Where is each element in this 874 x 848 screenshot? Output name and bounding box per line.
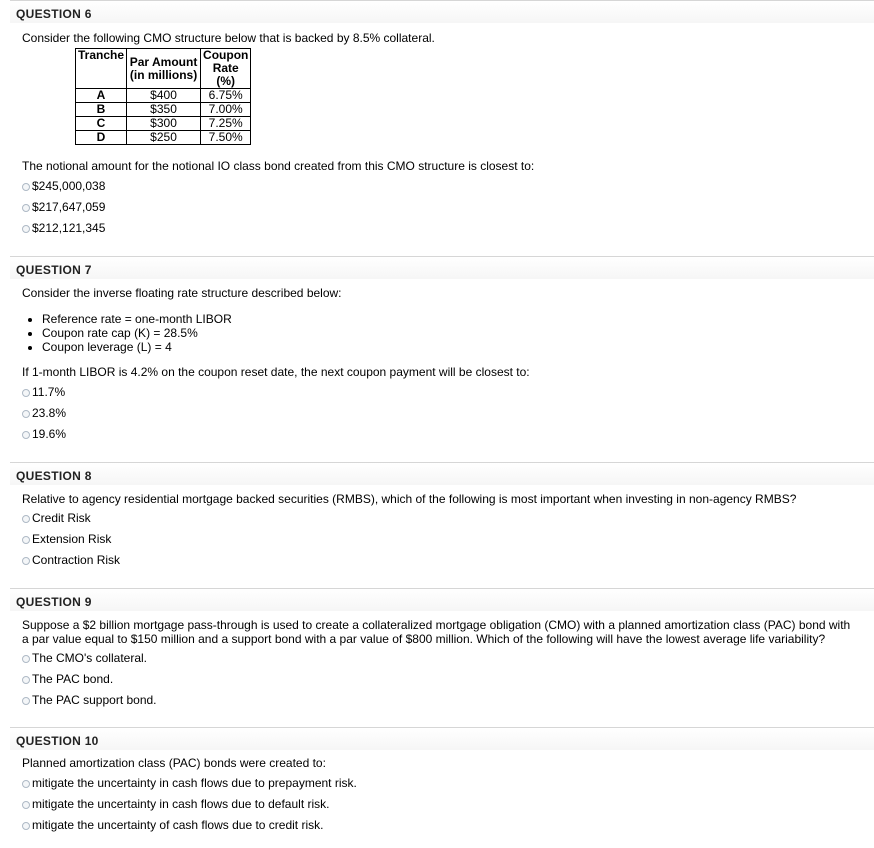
radio-button[interactable]	[22, 515, 30, 523]
header-line: Coupon	[203, 48, 249, 62]
bullet-list	[22, 312, 232, 354]
radio-button[interactable]	[22, 410, 30, 418]
question-7	[10, 256, 874, 462]
question-header: QUESTION 8	[10, 463, 874, 485]
answer-option[interactable]	[22, 552, 120, 568]
answer-option[interactable]	[22, 692, 157, 708]
header-line: Tranche	[78, 48, 125, 62]
cmo-structure-table	[75, 48, 251, 145]
answer-option-label: 11.7%	[32, 385, 66, 399]
answer-option[interactable]	[22, 220, 105, 236]
answer-option[interactable]	[22, 531, 111, 547]
tranche-cell: C	[76, 117, 127, 131]
table-row	[76, 103, 251, 117]
question-header: QUESTION 7	[10, 257, 874, 279]
answer-option[interactable]	[22, 775, 357, 791]
bullet-item: • Reference rate = one-month LIBOR	[42, 312, 232, 326]
par-amount-cell: $250	[127, 131, 201, 145]
column-header-tranche	[76, 49, 127, 89]
table-row	[76, 117, 251, 131]
column-header-par-amount	[127, 49, 201, 89]
question-header: QUESTION 10	[10, 728, 874, 750]
header-line: (in millions)	[129, 67, 198, 82]
question-prompt: The notional amount for the notional IO class bond created from this CMO structure is closest to:	[22, 159, 535, 173]
question-text: Consider the following CMO structure below that is backed by 8.5% collateral.	[22, 31, 435, 45]
radio-button[interactable]	[22, 801, 30, 809]
answer-option-label: mitigate the uncertainty of cash flows due to credit risk.	[32, 818, 324, 832]
answer-option-label: The CMO's collateral.	[32, 651, 147, 665]
answer-option-label: Credit Risk	[32, 511, 91, 525]
answer-option[interactable]	[22, 510, 91, 526]
answer-option-label: mitigate the uncertainty in cash flows due to prepayment risk.	[32, 776, 357, 790]
question-prompt: If 1-month LIBOR is 4.2% on the coupon reset date, the next coupon payment will be closest to:	[22, 365, 530, 379]
coupon-rate-cell: 6.75%	[201, 89, 251, 103]
radio-button[interactable]	[22, 697, 30, 705]
radio-button[interactable]	[22, 676, 30, 684]
radio-button[interactable]	[22, 536, 30, 544]
question-text: Consider the inverse floating rate structure described below:	[22, 286, 342, 300]
header-line: Par Amount	[129, 54, 198, 69]
question-6	[10, 0, 874, 254]
question-9	[10, 588, 874, 727]
answer-option[interactable]	[22, 405, 66, 421]
table-row	[76, 131, 251, 145]
radio-button[interactable]	[22, 822, 30, 830]
radio-button[interactable]	[22, 225, 30, 233]
radio-button[interactable]	[22, 557, 30, 565]
radio-button[interactable]	[22, 655, 30, 663]
answer-option[interactable]	[22, 817, 323, 833]
par-amount-cell: $400	[127, 89, 201, 103]
coupon-rate-cell: 7.00%	[201, 103, 251, 117]
answer-option-label: 19.6%	[32, 427, 67, 441]
answer-option-label: Contraction Risk	[32, 553, 121, 567]
table-row	[76, 89, 251, 103]
radio-button[interactable]	[22, 183, 30, 191]
answer-option-label: The PAC support bond.	[32, 693, 157, 707]
radio-button[interactable]	[22, 204, 30, 212]
radio-button[interactable]	[22, 389, 30, 397]
question-text: Planned amortization class (PAC) bonds were created to:	[22, 756, 326, 770]
answer-option-label: $212,121,345	[32, 221, 106, 235]
table-header-row	[76, 49, 251, 89]
radio-button[interactable]	[22, 780, 30, 788]
answer-option-label: $217,647,059	[32, 200, 106, 214]
question-text-line: a par value equal to $150 million and a support bond with a par value of $800 million. Which of the following will have the lowest average life variability?	[22, 632, 826, 646]
question-header: QUESTION 9	[10, 589, 874, 611]
answer-option[interactable]	[22, 796, 330, 812]
tranche-cell: B	[76, 103, 127, 117]
bullet-item: • Coupon rate cap (K) = 28.5%	[42, 326, 232, 340]
answer-option-label: 23.8%	[32, 406, 67, 420]
par-amount-cell: $300	[127, 117, 201, 131]
question-text	[22, 618, 850, 646]
question-text: Relative to agency residential mortgage backed securities (RMBS), which of the following is most important when investing in non-agency RMBS?	[22, 492, 797, 506]
par-amount-cell: $350	[127, 103, 201, 117]
radio-button[interactable]	[22, 431, 30, 439]
answer-option[interactable]	[22, 426, 66, 442]
answer-option[interactable]	[22, 671, 113, 687]
answer-option-label: Extension Risk	[32, 532, 112, 546]
question-10	[10, 727, 874, 848]
answer-option[interactable]	[22, 650, 147, 666]
answer-option[interactable]	[22, 199, 105, 215]
tranche-cell: A	[76, 89, 127, 103]
question-8	[10, 462, 874, 588]
answer-option-label: The PAC bond.	[32, 672, 114, 686]
question-header: QUESTION 6	[10, 1, 874, 23]
answer-option-label: mitigate the uncertainty in cash flows due to default risk.	[32, 797, 330, 811]
coupon-rate-cell: 7.25%	[201, 117, 251, 131]
bullet-item: • Coupon leverage (L) = 4	[42, 340, 232, 354]
answer-option-label: $245,000,038	[32, 179, 106, 193]
question-text-line: Suppose a $2 billion mortgage pass-through is used to create a collateralized mortgage obligation (CMO) with a planned amortization class (PAC) bond with	[22, 618, 851, 632]
tranche-cell: D	[76, 131, 127, 145]
answer-option[interactable]	[22, 178, 105, 194]
answer-option[interactable]	[22, 384, 65, 400]
header-line: Rate (%)	[212, 61, 239, 88]
coupon-rate-cell: 7.50%	[201, 131, 251, 145]
column-header-coupon-rate	[201, 49, 251, 89]
